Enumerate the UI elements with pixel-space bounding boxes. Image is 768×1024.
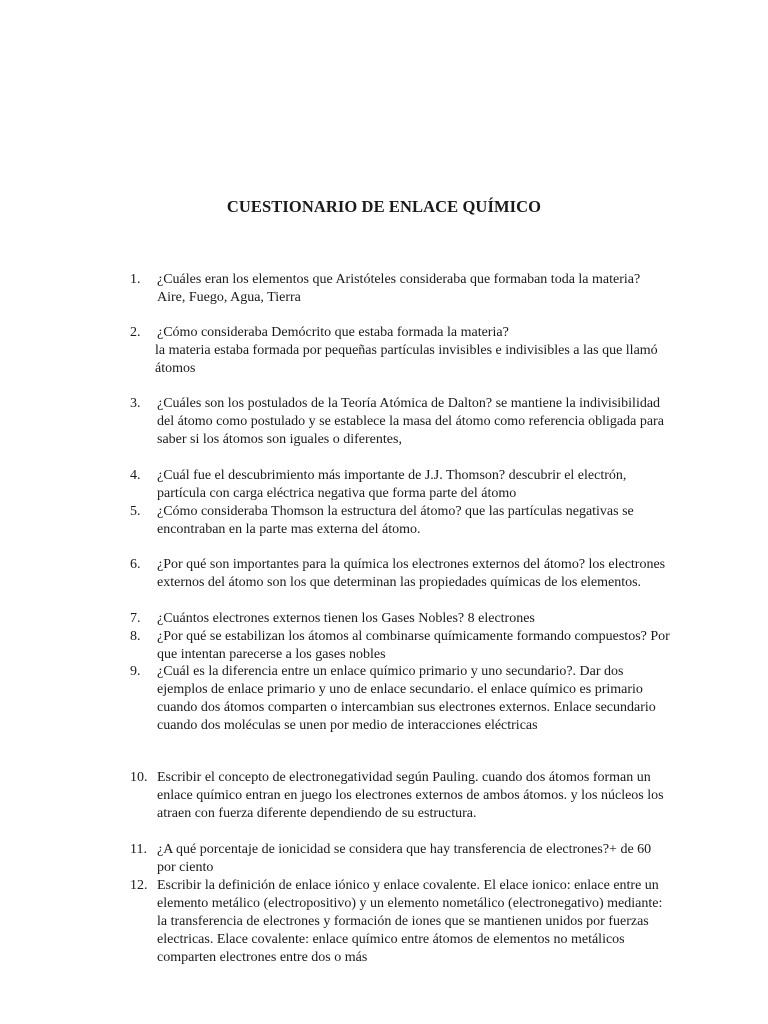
question-text: ¿Cuántos electrones externos tienen los Gases Nobles? 8 electrones [157,611,535,626]
question-text: ¿A qué porcentaje de ionicidad se considera que hay transferencia de electrones?+ de 60 por ciento [157,842,652,875]
question-item [130,395,670,449]
question-item [130,769,670,823]
question-text: ¿Cómo consideraba Thomson la estructura del átomo? que las partículas negativas se encontraban en la parte mas externa del átomo. [157,504,634,537]
question-text: ¿Por qué se estabilizan los átomos al combinarse químicamente formando compuestos? Por que intentan parecerse a los gases nobles [157,629,670,662]
question-number: 8. [130,629,141,644]
question-item [130,271,670,307]
question-text: ¿Cómo consideraba Demócrito que estaba formada la materia? [157,325,509,340]
question-text: ¿Cuál fue el descubrimiento más importante de J.J. Thomson? descubrir el electrón, partícula con carga eléctrica negativa que forma parte del átomo [157,468,627,501]
question-item [130,610,670,628]
question-item [130,841,670,877]
question-text: ¿Cuáles eran los elementos que Aristóteles consideraba que formaban toda la materia? [157,272,641,287]
question-text: ¿Por qué son importantes para la química los electrones externos del átomo? los electrones externos del átomo son los que determinan las propiedades químicas de los elementos. [157,557,666,590]
answer-text: Aire, Fuego, Agua, Tierra [157,290,301,305]
question-number: 5. [130,504,141,519]
question-number: 3. [130,396,141,411]
question-number: 4. [130,468,141,483]
question-item [130,877,670,967]
question-text: Escribir el concepto de electronegatividad según Pauling. cuando dos átomos forman un enlace químico entran en juego los electrones externos de ambos átomos. y los núcleos los atraen con fuerza diferente dependiendo de su estructura. [157,770,664,821]
question-item [130,556,670,592]
question-item [130,467,670,503]
question-text: ¿Cuáles son los postulados de la Teoría Atómica de Dalton? se mantiene la indivisibilidad del átomo como postulado y se establece la masa del átomo como referencia obligada para saber si los átomos son iguales o diferentes, [157,396,664,447]
question-number: 12. [130,878,148,893]
question-number: 2. [130,325,141,340]
question-number: 9. [130,664,141,679]
document-title: CUESTIONARIO DE ENLACE QUÍMICO [226,197,542,216]
question-item [130,663,670,735]
question-item [130,503,670,539]
question-number: 7. [130,611,141,626]
question-text: Escribir la definición de enlace iónico y enlace covalente. El elace ionico: enlace entre un elemento metálico (electropositivo) y un elemento nometálico (electronegativo) mediante: la transferencia de electrones y formación de iones que se mantienen unidos por fuerzas electricas. Elace covalente: enlace químico entre átomos de elementos no metálicos comparten electrones entre dos o más [157,878,663,965]
question-text: ¿Cuál es la diferencia entre un enlace químico primario y uno secundario?. Dar dos ejemplos de enlace primario y uno de enlace secundario. el enlace químico es primario cuando dos átomos comparten o intercambian sus electrones externos. Enlace secundario cuando dos moléculas se unen por medio de interacciones eléctricas [157,664,656,733]
question-number: 6. [130,557,141,572]
question-number: 1. [130,272,141,287]
question-number: 11. [130,842,147,857]
question-number: 10. [130,770,148,785]
answer-text: la materia estaba formada por pequeñas partículas invisibles e indivisibles a las que llamó átomos [155,343,658,376]
question-item [130,324,670,378]
question-item [130,628,670,664]
